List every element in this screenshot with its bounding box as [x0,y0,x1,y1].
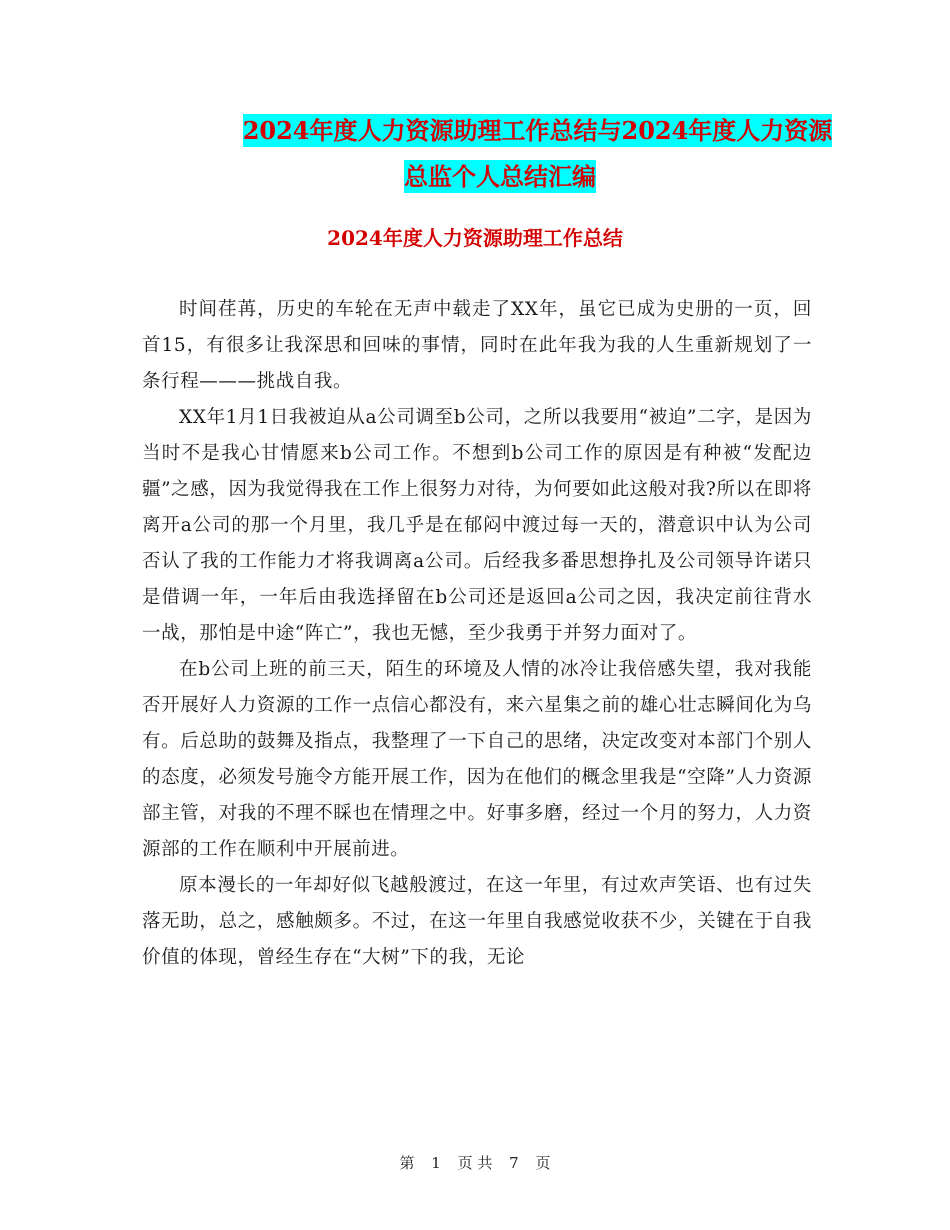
document-title-line1: 2024年度人力资源助理工作总结与2024年度人力资源 [242,116,833,145]
footer-suffix: 页 [535,1154,551,1172]
paragraph: XX年1月1日我被迫从a公司调至b公司，之所以我要用“被迫”二字，是因为当时不是我心甘情愿来b公司工作。不想到b公司工作的原因是有种被“发配边疆”之感，因为我觉得我在工作上很努力对待，为何要如此这般对我?所以在即将离开a公司的那一个月里，我几乎是在郁闷中渡过每一天的，潜意识中认为公司否认了我的工作能力才将我调离a公司。后经我多番思想挣扎及公司领导许诺只是借调一年，一年后由我选择留在b公司还是返回a公司之因，我决定前往背水一战，那怕是中途“阵亡”，我也无憾，至少我勇于并努力面对了。 [142,407,812,644]
footer-page-number: 1 [431,1154,441,1172]
paragraph: 时间荏苒，历史的车轮在无声中载走了XX年，虽它已成为史册的一页，回首15，有很多让我深思和回味的事情，同时在此年我为我的人生重新规划了一条行程———挑战自我。 [142,299,812,392]
document-title [100,108,900,200]
footer-total-pages: 7 [509,1154,519,1172]
document-title-line2: 总监个人总结汇编 [404,162,596,191]
paragraph: 在b公司上班的前三天，陌生的环境及人情的冰冷让我倍感失望，我对我能否开展好人力资源的工作一点信心都没有，来六星集之前的雄心壮志瞬间化为乌有。后总助的鼓舞及指点，我整理了一下自己的思绪，决定改变对本部门个别人的态度，必须发号施令方能开展工作，因为在他们的概念里我是“空降”人力资源部主管，对我的不理不睬也在情理之中。好事多磨，经过一个月的努力，人力资源部的工作在顺利中开展前进。 [142,659,812,860]
footer-middle: 页 共 [457,1154,493,1172]
page-footer [0,1152,950,1173]
footer-prefix: 第 [399,1154,415,1172]
paragraph: 原本漫长的一年却好似飞越般渡过，在这一年里，有过欢声笑语、也有过失落无助，总之，感触颇多。不过，在这一年里自我感觉收获不少，关键在于自我价值的体现，曾经生存在“大树”下的我，无论 [142,875,812,968]
body-text [142,292,812,976]
section-heading: 2024年度人力资源助理工作总结 [327,226,623,250]
